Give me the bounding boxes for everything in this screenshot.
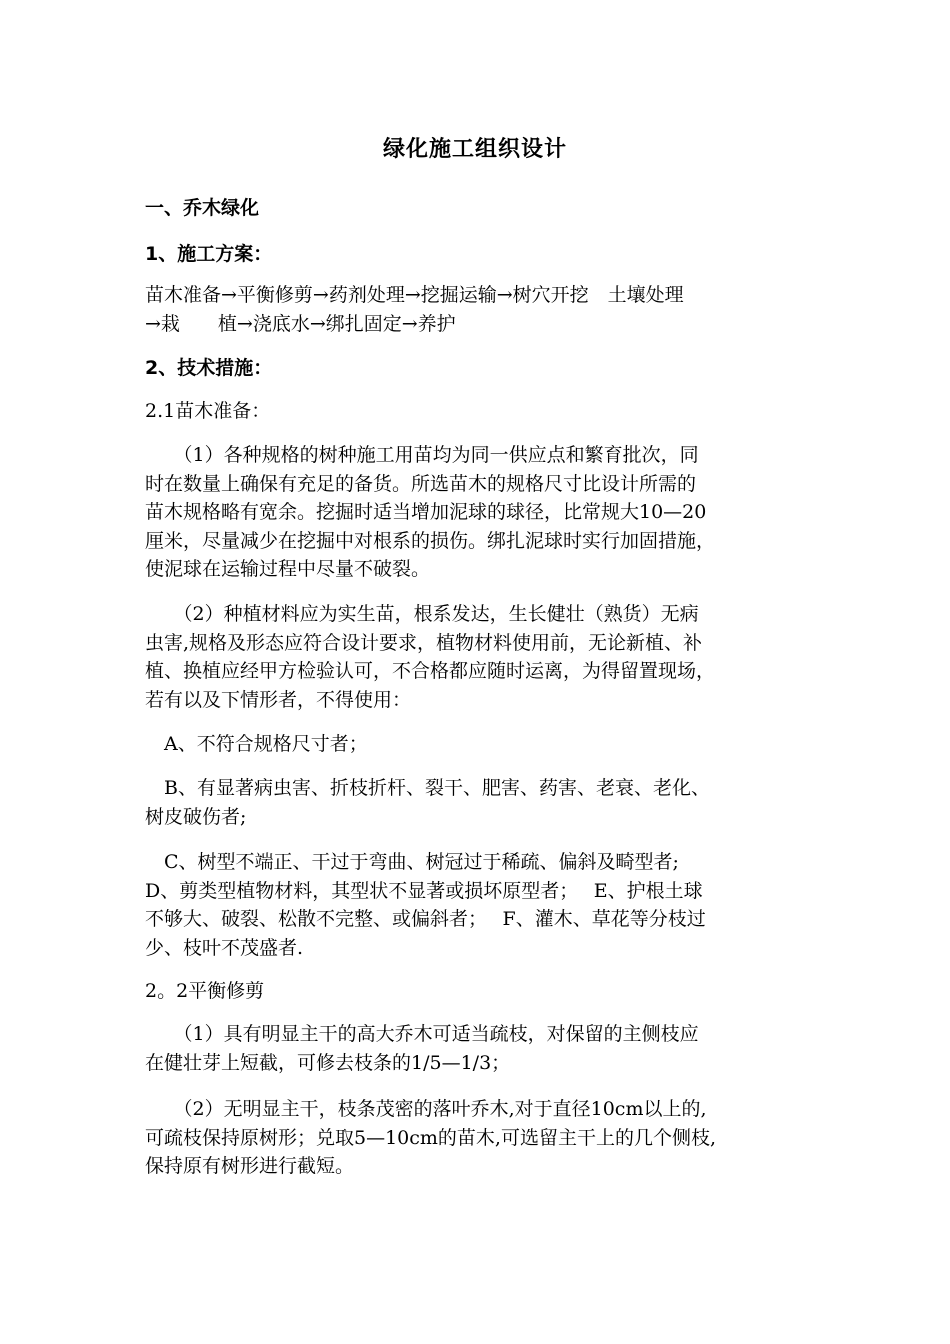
text-line: 厘米，尽量减少在挖掘中对根系的损伤。绑扎泥球时实行加固措施， (145, 529, 716, 552)
text-line: 使泥球在运输过程中尽量不破裂。 (145, 558, 431, 580)
text-line: 不够大、破裂、松散不完整、或偏斜者； F、灌木、草花等分枝过 (145, 908, 706, 930)
text-line: C、树型不端正、干过于弯曲、树冠过于稀疏、偏斜及畸型者; (145, 851, 679, 873)
text-line: 植、换植应经甲方检验认可，不合格都应随时运离，为得留置现场， (145, 660, 716, 682)
text-line: 可疏枝保持原树形；兑取5—10cm的苗木,可选留主干上的几个侧枝, (145, 1126, 717, 1149)
paragraph-pruning-1 (145, 1020, 810, 1077)
flow-line: 苗木准备→平衡修剪→药剂处理→挖掘运输→树穴开挖 土壤处理 (145, 284, 684, 306)
paragraph-seedling-1 (145, 441, 810, 584)
paragraph-seedling-2 (145, 600, 810, 714)
text-line: （1）各种规格的树种施工用苗均为同一供应点和繁育批次，同 (145, 444, 699, 466)
construction-flow (145, 281, 810, 338)
text-line: 虫害,规格及形态应符合设计要求，植物材料使用前，无论新植、补 (145, 631, 703, 654)
subsection-heading-measures: 2、技术措施： (145, 357, 273, 379)
document-title: 绿化施工组织设计 (382, 137, 567, 162)
text-line: 树皮破伤者; (145, 805, 247, 828)
text-line: 少、枝叶不茂盛者. (145, 936, 304, 959)
text-line: （2）种植材料应为实生苗，根系发达，生长健壮（熟货）无病 (145, 603, 699, 625)
subsection-heading-plan: 1、施工方案： (145, 243, 273, 265)
item-heading-seedling-prep (145, 397, 810, 426)
paragraph-pruning-2 (145, 1095, 810, 1181)
text-line: 在健壮芽上短截，可修去枝条的1/5—1/3； (145, 1051, 511, 1074)
flow-line: →栽 植→浇底水→绑扎固定→养护 (145, 312, 456, 335)
list-item-a (145, 730, 810, 759)
item-heading-pruning (145, 977, 810, 1006)
item-heading: 2。2平衡修剪 (145, 980, 265, 1002)
text-line: B、有显著病虫害、折枝折杆、裂干、肥害、药害、老衰、老化、 (145, 777, 710, 799)
text-line: （2）无明显主干，枝条茂密的落叶乔木,对于直径10cm以上的, (145, 1098, 707, 1120)
text-line: 保持原有树形进行截短。 (145, 1155, 355, 1177)
section-heading-trees: 一、乔木绿化 (145, 197, 260, 219)
item-heading: 2.1苗木准备： (145, 400, 271, 422)
text-line: A、不符合规格尺寸者； (145, 733, 368, 755)
text-line: 苗木规格略有宽余。挖掘时适当增加泥球的球径，比常规大10—20 (145, 501, 707, 523)
text-line: （1）具有明显主干的高大乔木可适当疏枝，对保留的主侧枝应 (145, 1023, 699, 1045)
text-line: 时在数量上确保有充足的备货。所选苗木的规格尺寸比设计所需的 (145, 472, 697, 495)
list-item-b (145, 774, 810, 831)
list-items-c-to-f (145, 848, 810, 962)
text-line: 若有以及下情形者，不得使用： (145, 688, 412, 711)
text-line: D、剪类型植物材料，其型状不显著或损坏原型者； E、护根土球 (145, 879, 703, 902)
